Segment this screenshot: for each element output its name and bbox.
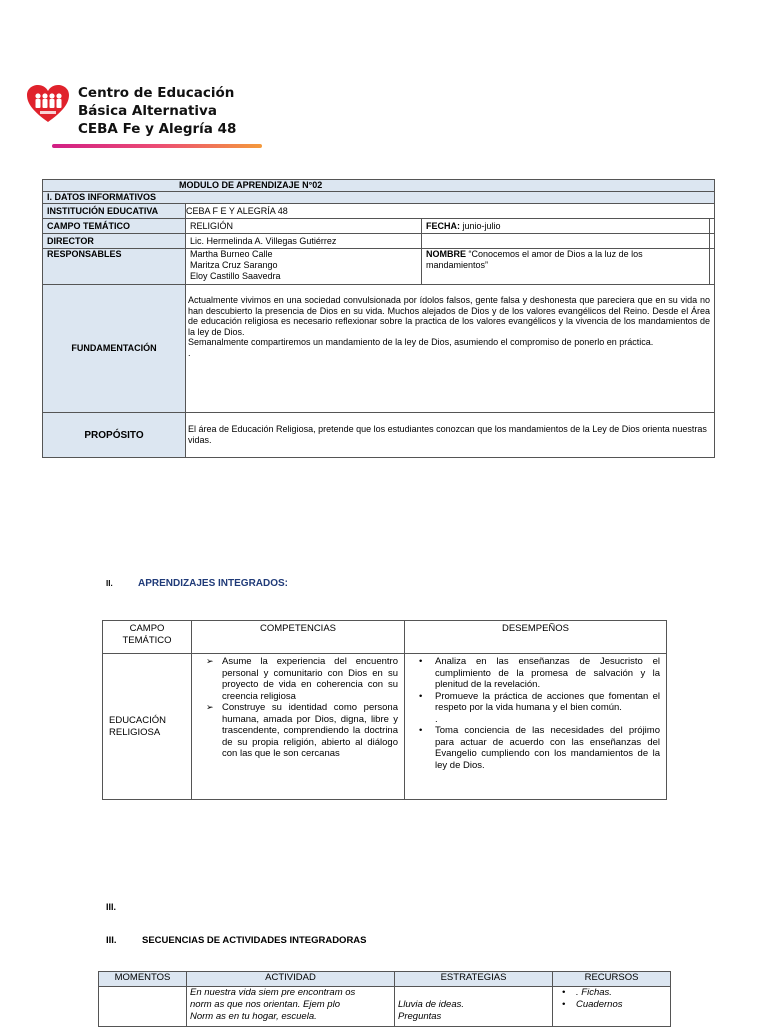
datos-informativos-table xyxy=(42,179,715,458)
proposito-text: El área de Educación Religiosa, pretende que los estudiantes conozcan que los mandamientos de la Ley de Dios orienta nuestras vidas. xyxy=(186,413,715,458)
institucion-value: CEBA F E Y ALEGRÍA 48 xyxy=(186,204,715,219)
actividad-line-2: norm as que nos orientan. Ejem plo xyxy=(190,999,340,1010)
desempenos-cell xyxy=(405,654,667,800)
section-datos-informativos: I. DATOS INFORMATIVOS xyxy=(43,192,715,204)
responsables-label: RESPONSABLES xyxy=(43,249,186,285)
estrategia-2: Preguntas xyxy=(398,1011,442,1022)
empty-cell xyxy=(422,234,710,249)
fundamentacion-text xyxy=(186,285,715,413)
org-name xyxy=(78,84,236,138)
section-2-number: II. xyxy=(106,579,113,588)
desempeno-2: • Promueve la práctica de acciones que fomentan el respeto por la vida humana y el bien común. xyxy=(435,691,660,714)
responsable-1: Martha Burneo Calle xyxy=(190,249,273,259)
estrategia-1: Lluvia de ideas. xyxy=(398,999,465,1010)
competencia-2: ➢ Construye su identidad como persona humana, amada por Dios, digna, libre y trascendente, comprendiendo la doctrina de su propia religión, abierto al diálogo con las que le son cercanas xyxy=(222,702,398,760)
actividad-line-3: Norm as en tu hogar, escuela. xyxy=(190,1011,317,1022)
empty-cell xyxy=(710,234,715,249)
competencias-cell xyxy=(192,654,405,800)
institucion-label: INSTITUCIÓN EDUCATIVA xyxy=(43,204,186,219)
header-estrategias: ESTRATEGIAS xyxy=(395,972,553,987)
header-momentos: MOMENTOS xyxy=(99,972,187,987)
responsables-list xyxy=(186,249,422,285)
desempenos-gap: . xyxy=(435,713,438,725)
section-2-heading xyxy=(106,578,288,589)
fecha-cell xyxy=(422,219,710,234)
recursos-cell xyxy=(553,987,671,1027)
section-2-title: APRENDIZAJES INTEGRADOS: xyxy=(138,578,289,589)
fecha-label: FECHA: xyxy=(426,220,460,231)
section-3-blank-number: III. xyxy=(106,902,117,912)
empty-cell xyxy=(710,219,715,234)
header-campo: CAMPO TEMÁTICO xyxy=(103,621,192,654)
responsable-2: Maritza Cruz Sarango xyxy=(190,260,278,270)
header-desempenos: DESEMPEÑOS xyxy=(405,621,667,654)
momentos-cell xyxy=(99,987,187,1027)
header-gradient-line xyxy=(52,144,262,148)
section-3-heading xyxy=(106,935,367,946)
section-3-number: III. xyxy=(106,935,117,946)
campo-value: RELIGIÓN xyxy=(186,219,422,234)
section-3-title: SECUENCIAS DE ACTIVIDADES INTEGRADORAS xyxy=(142,935,367,946)
fundamentacion-p3: . xyxy=(188,347,191,358)
desempeno-1: • Analiza en las enseñanzas de Jesucristo el cumplimiento de la promesa de salvación y la plenitud de la revelación. xyxy=(435,656,660,691)
recurso-2: • Cuadernos xyxy=(576,999,667,1011)
director-label: DIRECTOR xyxy=(43,234,186,249)
estrategias-cell xyxy=(395,987,553,1027)
header-competencias: COMPETENCIAS xyxy=(192,621,405,654)
recurso-1: • . Fichas. xyxy=(576,987,667,999)
campo-label: CAMPO TEMÁTICO xyxy=(43,219,186,234)
responsable-3: Eloy Castillo Saavedra xyxy=(190,271,281,281)
empty-cell xyxy=(710,249,715,285)
header-actividad: ACTIVIDAD xyxy=(187,972,395,987)
fecha-value: junio-julio xyxy=(462,220,501,231)
header-recursos: RECURSOS xyxy=(553,972,671,987)
director-value: Lic. Hermelinda A. Villegas Gutiérrez xyxy=(186,234,422,249)
ceba-logo-icon xyxy=(26,84,70,124)
fundamentacion-p1: Actualmente vivimos en una sociedad convulsionada por ídolos falsos, gente falsa y deshonesta que pareciera que en su vida no han descubierto la presencia de Dios en su vida. Muchos alejados de Dios y de los valores evangélicos del Reino. Desde el Área de educación religiosa es necesario reflexionar sobre la practica de los valores evangélicos y la vivencia de los mandamientos de la ley de Dios. xyxy=(188,295,711,337)
org-line-1: Centro de Educación xyxy=(78,85,235,101)
nombre-cell xyxy=(422,249,710,285)
fundamentacion-label: FUNDAMENTACIÓN xyxy=(43,285,186,413)
org-line-2: Básica Alternativa xyxy=(78,103,217,119)
actividad-line-1: En nuestra vida siem pre encontram os xyxy=(190,987,356,998)
desempeno-3: • Toma conciencia de las necesidades del prójimo para actuar de acuerdo con las enseñanzas del Evangelio cumpliendo con los mandamientos de la ley de Dios. xyxy=(435,725,660,771)
competencia-1: ➢ Asume la experiencia del encuentro personal y comunitario con Dios en su proyecto de vida en coherencia con su creencia religiosa xyxy=(222,656,398,702)
fundamentacion-p2: Semanalmente compartiremos un mandamiento de la ley de Dios, asumiendo el compromiso de ponerlo en práctica. xyxy=(188,337,654,347)
nombre-value: “Conocemos el amor de Dios a la luz de los mandamientos” xyxy=(426,249,643,270)
secuencias-table xyxy=(98,971,671,1027)
org-line-3: CEBA Fe y Alegría 48 xyxy=(78,121,237,137)
module-title: MODULO DE APRENDIZAJE N°02 xyxy=(43,180,715,192)
campo-educacion-religiosa: EDUCACIÓN RELIGIOSA xyxy=(103,654,192,800)
actividad-cell xyxy=(187,987,395,1027)
nombre-label: NOMBRE xyxy=(426,249,466,259)
proposito-label: PROPÓSITO xyxy=(43,413,186,458)
aprendizajes-table xyxy=(102,620,667,800)
